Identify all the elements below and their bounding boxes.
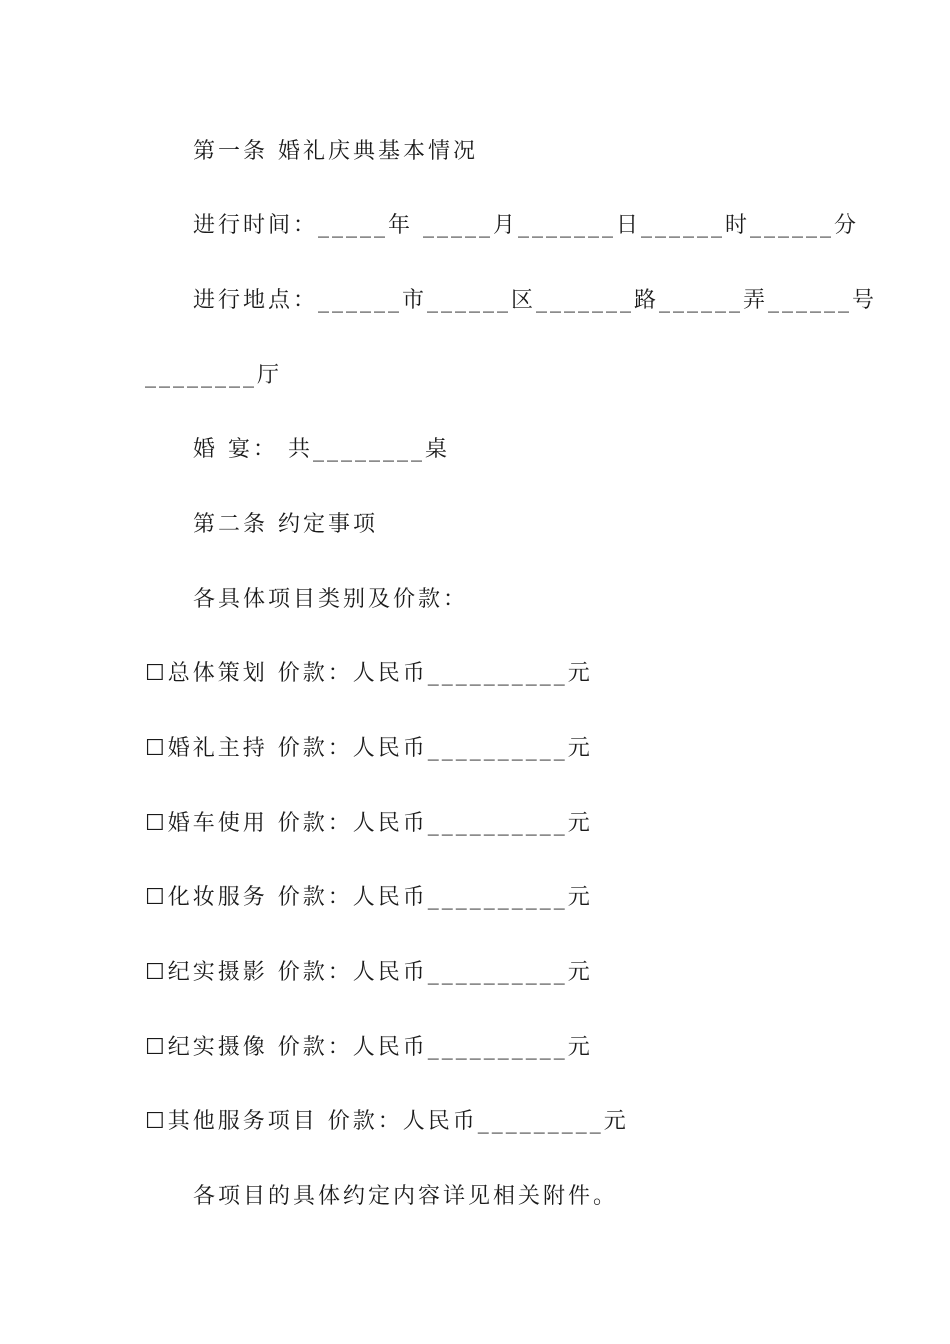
item-other: ☐其他服务项目 价款：人民币_________元 — [145, 1109, 629, 1134]
item-car: ☐婚车使用 价款：人民币__________元 — [145, 811, 593, 836]
article1-heading: 第一条 婚礼庆典基本情况 — [193, 139, 478, 164]
item-planning: ☐总体策划 价款：人民币__________元 — [145, 661, 593, 686]
item-videography: ☐纪实摄像 价款：人民币__________元 — [145, 1035, 593, 1060]
item-photography: ☐纪实摄影 价款：人民币__________元 — [145, 960, 593, 985]
article2-heading: 第二条 约定事项 — [193, 512, 378, 537]
place-continuation: ________厅 — [145, 363, 283, 388]
item-host: ☐婚礼主持 价款：人民币__________元 — [145, 736, 593, 761]
item-makeup: ☐化妆服务 价款：人民币__________元 — [145, 885, 593, 910]
time-line: 进行时间：_____年 _____月_______日______时______分 — [193, 213, 859, 238]
place-line: 进行地点：______市______区_______路______弄______号 — [193, 288, 878, 313]
banquet-line: 婚 宴： 共________桌 — [193, 437, 450, 462]
items-intro: 各具体项目类别及价款： — [193, 587, 469, 612]
note-line: 各项目的具体约定内容详见相关附件。 — [193, 1184, 619, 1209]
